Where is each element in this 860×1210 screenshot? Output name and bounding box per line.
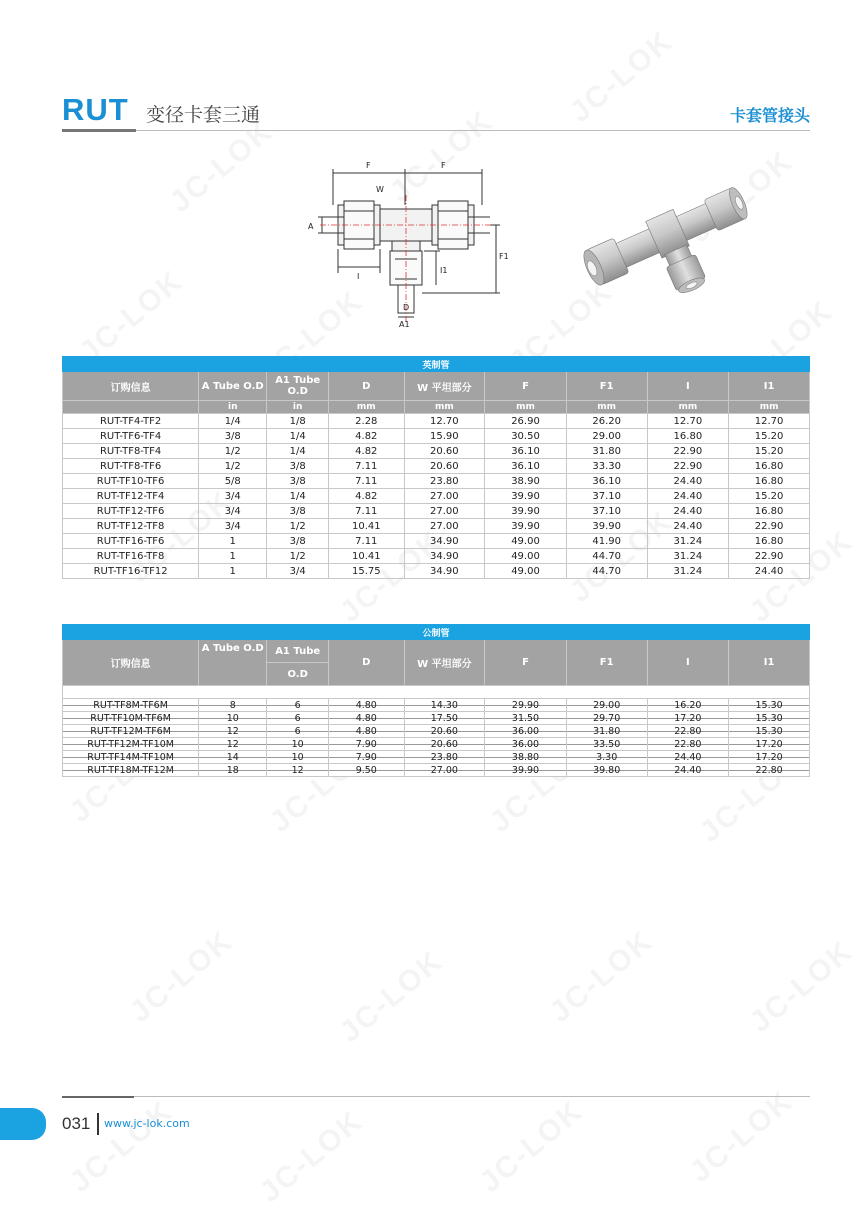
table-cell: 15.75: [329, 564, 404, 579]
table-cell: 7.90: [329, 738, 404, 751]
table-cell: 33.30: [566, 459, 647, 474]
table-cell: 3/4: [199, 519, 267, 534]
table-cell: 39.80: [566, 764, 647, 777]
column-header: D: [329, 372, 404, 401]
table-cell: 1/2: [199, 444, 267, 459]
table-cell: 23.80: [404, 474, 485, 489]
unit-cell: in: [199, 401, 267, 414]
table-cell: 1: [199, 549, 267, 564]
product-title: 变径卡套三通: [146, 104, 261, 126]
table-cell: 6: [267, 699, 329, 712]
watermark-text: [254, 1104, 371, 1210]
column-header: A Tube O.D: [199, 640, 267, 686]
table-cell: 49.00: [485, 534, 567, 549]
table-cell: 4.82: [329, 489, 404, 504]
table-cell: 36.00: [485, 738, 567, 751]
table-cell: 30.50: [485, 429, 567, 444]
table-cell: 1/2: [267, 519, 329, 534]
table-cell: 38.90: [485, 474, 567, 489]
table-cell: 26.90: [485, 414, 567, 429]
table-cell: 3/8: [267, 504, 329, 519]
table-cell: 8: [199, 699, 267, 712]
unit-cell: [63, 401, 199, 414]
page-number: 031: [62, 1114, 91, 1133]
table-cell: 24.40: [647, 764, 729, 777]
table-cell: 31.50: [485, 712, 567, 725]
table-cell: RUT-TF12M-TF6M: [63, 725, 199, 738]
table-cell: 1/2: [199, 459, 267, 474]
table-cell: RUT-TF16-TF6: [63, 534, 199, 549]
watermark-text: [684, 1084, 801, 1190]
table-cell: RUT-TF8-TF4: [63, 444, 199, 459]
column-header: 订购信息: [63, 372, 199, 401]
table-cell: 36.00: [485, 725, 567, 738]
table-cell: 37.10: [566, 489, 647, 504]
table-cell: RUT-TF12-TF8: [63, 519, 199, 534]
table-cell: 1: [199, 534, 267, 549]
table-cell: 24.40: [647, 489, 729, 504]
table-cell: 14.30: [404, 699, 485, 712]
table-cell: 31.24: [647, 549, 729, 564]
table-cell: 27.00: [404, 764, 485, 777]
table-cell: 15.20: [729, 489, 810, 504]
table-cell: 1: [199, 564, 267, 579]
watermark-text: [334, 944, 451, 1050]
table-cell: 20.60: [404, 444, 485, 459]
table-cell: 24.40: [647, 504, 729, 519]
unit-cell: mm: [404, 401, 485, 414]
table-cell: 10.41: [329, 549, 404, 564]
table-cell: 3/4: [199, 504, 267, 519]
footer-rule: [134, 1096, 810, 1097]
table-cell: 39.90: [485, 489, 567, 504]
table-cell: 34.90: [404, 549, 485, 564]
dim-label-d: D: [403, 303, 410, 312]
table-cell: 4.80: [329, 699, 404, 712]
table-row: [63, 489, 810, 504]
table-cell: 29.90: [485, 699, 567, 712]
table-cell: 17.50: [404, 712, 485, 725]
dim-label-a1: A1: [399, 320, 410, 329]
table-cell: RUT-TF12-TF4: [63, 489, 199, 504]
table-cell: 4.80: [329, 725, 404, 738]
column-header: 订购信息: [63, 640, 199, 686]
table-cell: 22.90: [729, 519, 810, 534]
unit-cell: mm: [566, 401, 647, 414]
column-header: I1: [729, 640, 810, 686]
product-code: RUT: [62, 92, 129, 127]
table-cell: 12: [199, 738, 267, 751]
table-cell: 6: [267, 725, 329, 738]
table-cell: 31.80: [566, 444, 647, 459]
watermark-text: [124, 924, 241, 1030]
table-cell: 10: [267, 751, 329, 764]
dim-label-f-left: F: [366, 161, 371, 170]
product-category: 卡套管接头: [729, 106, 810, 125]
table-row: [63, 725, 810, 738]
table-cell: 34.90: [404, 564, 485, 579]
column-header: A1 Tube: [267, 640, 329, 663]
table-cell: 37.10: [566, 504, 647, 519]
table-cell: 6: [267, 712, 329, 725]
watermark-text: [544, 924, 661, 1030]
table-row: [63, 699, 810, 712]
dim-label-i: I: [357, 272, 360, 281]
table-cell: 49.00: [485, 549, 567, 564]
table-cell: 12.70: [729, 414, 810, 429]
table-cell: 10: [267, 738, 329, 751]
watermark-text: [564, 24, 681, 130]
table-cell: 44.70: [566, 549, 647, 564]
watermark-text: [744, 934, 860, 1040]
table-row: [63, 534, 810, 549]
table-cell: 44.70: [566, 564, 647, 579]
table-row: [63, 414, 810, 429]
table-row: [63, 764, 810, 777]
blank-row: [63, 686, 810, 699]
table-row: [63, 738, 810, 751]
table-cell: 24.40: [647, 519, 729, 534]
website-link[interactable]: www.jc-lok.com: [104, 1117, 190, 1130]
table-cell: 1/4: [267, 444, 329, 459]
column-header: I1: [729, 372, 810, 401]
column-header: W 平坦部分: [404, 372, 485, 401]
unit-cell: mm: [729, 401, 810, 414]
table-row: [63, 429, 810, 444]
table-cell: 24.40: [647, 474, 729, 489]
table-cell: 9.50: [329, 764, 404, 777]
header-rule: [136, 130, 810, 131]
table-cell: 15.30: [729, 725, 810, 738]
table-cell: RUT-TF18M-TF12M: [63, 764, 199, 777]
table-cell: 14: [199, 751, 267, 764]
table-cell: 20.60: [404, 459, 485, 474]
technical-drawing: [300, 155, 515, 335]
table-row: [63, 474, 810, 489]
table-cell: 31.80: [566, 725, 647, 738]
footer-rule-accent: [62, 1096, 134, 1098]
table-cell: 16.80: [647, 429, 729, 444]
table-cell: 7.11: [329, 474, 404, 489]
table-row: [63, 459, 810, 474]
table-cell: 10: [199, 712, 267, 725]
column-header: A1 Tube O.D: [267, 372, 329, 401]
table-row: [63, 751, 810, 764]
column-header: F1: [566, 372, 647, 401]
table-cell: 15.20: [729, 429, 810, 444]
table-cell: RUT-TF16-TF8: [63, 549, 199, 564]
table-cell: 31.24: [647, 564, 729, 579]
column-header: F1: [566, 640, 647, 686]
table-cell: 17.20: [729, 751, 810, 764]
table-cell: 12.70: [404, 414, 485, 429]
watermark-text: [74, 264, 191, 370]
table-cell: 41.90: [566, 534, 647, 549]
table-cell: 1/4: [199, 414, 267, 429]
table-cell: 4.80: [329, 712, 404, 725]
table-cell: RUT-TF12M-TF10M: [63, 738, 199, 751]
table-cell: RUT-TF8M-TF6M: [63, 699, 199, 712]
table-cell: 22.90: [647, 459, 729, 474]
table-caption: 英制管: [63, 357, 810, 372]
table-cell: 15.30: [729, 699, 810, 712]
table-cell: 17.20: [647, 712, 729, 725]
table-row: [63, 444, 810, 459]
table-cell: 3/8: [267, 459, 329, 474]
table-cell: 16.20: [647, 699, 729, 712]
table-row: [63, 504, 810, 519]
table-cell: 26.20: [566, 414, 647, 429]
table-cell: 22.80: [647, 725, 729, 738]
table-cell: 33.50: [566, 738, 647, 751]
column-header: F: [485, 640, 567, 686]
table-cell: 1/4: [267, 429, 329, 444]
table-cell: 15.20: [729, 444, 810, 459]
column-header: W 平坦部分: [404, 640, 485, 686]
table-cell: 18: [199, 764, 267, 777]
column-header: I: [647, 372, 729, 401]
column-header: I: [647, 640, 729, 686]
table-cell: 36.10: [566, 474, 647, 489]
table-cell: 4.82: [329, 429, 404, 444]
table-cell: 20.60: [404, 738, 485, 751]
footer-separator: [97, 1113, 99, 1135]
table-cell: 7.11: [329, 459, 404, 474]
table-cell: 20.60: [404, 725, 485, 738]
table-cell: 16.80: [729, 534, 810, 549]
table-cell: RUT-TF16-TF12: [63, 564, 199, 579]
table-cell: 1/4: [267, 489, 329, 504]
table-cell: RUT-TF8-TF6: [63, 459, 199, 474]
table-cell: 15.90: [404, 429, 485, 444]
unit-cell: mm: [329, 401, 404, 414]
table-cell: 16.80: [729, 504, 810, 519]
table-cell: RUT-TF6-TF4: [63, 429, 199, 444]
table-cell: 27.00: [404, 504, 485, 519]
table-cell: 3.30: [566, 751, 647, 764]
table-cell: 17.20: [729, 738, 810, 751]
table-cell: 1/8: [267, 414, 329, 429]
column-header: O.D: [267, 663, 329, 686]
column-header: A Tube O.D: [199, 372, 267, 401]
imperial-spec-table: [62, 356, 810, 579]
table-cell: 3/8: [267, 534, 329, 549]
table-cell: 29.00: [566, 699, 647, 712]
table-cell: 7.11: [329, 534, 404, 549]
dim-label-i1: I1: [440, 266, 448, 275]
table-cell: 3/4: [199, 489, 267, 504]
table-row: [63, 549, 810, 564]
table-cell: 22.80: [647, 738, 729, 751]
table-row: [63, 564, 810, 579]
table-cell: 12.70: [647, 414, 729, 429]
unit-cell: in: [267, 401, 329, 414]
dim-label-w: W: [376, 185, 384, 194]
table-cell: 1/2: [267, 549, 329, 564]
dim-label-f-right: F: [441, 161, 446, 170]
table-cell: 12: [267, 764, 329, 777]
table-row: [63, 712, 810, 725]
table-row: [63, 519, 810, 534]
table-cell: 7.90: [329, 751, 404, 764]
table-cell: RUT-TF10-TF6: [63, 474, 199, 489]
table-cell: 15.30: [729, 712, 810, 725]
header-rule-accent: [62, 129, 136, 132]
table-cell: 31.24: [647, 534, 729, 549]
table-cell: 29.70: [566, 712, 647, 725]
watermark-text: [474, 1094, 591, 1200]
table-cell: 27.00: [404, 519, 485, 534]
table-cell: RUT-TF12-TF6: [63, 504, 199, 519]
table-cell: 39.90: [485, 504, 567, 519]
table-caption: 公制管: [63, 625, 810, 640]
product-image: [575, 170, 760, 300]
table-cell: 49.00: [485, 564, 567, 579]
table-cell: 3/8: [267, 474, 329, 489]
table-cell: 22.90: [729, 549, 810, 564]
table-cell: RUT-TF10M-TF6M: [63, 712, 199, 725]
table-cell: RUT-TF14M-TF10M: [63, 751, 199, 764]
table-cell: 3/8: [199, 429, 267, 444]
table-cell: 7.11: [329, 504, 404, 519]
table-cell: 16.80: [729, 474, 810, 489]
table-cell: 39.90: [566, 519, 647, 534]
table-cell: 39.90: [485, 519, 567, 534]
table-cell: 12: [199, 725, 267, 738]
table-cell: 24.40: [647, 751, 729, 764]
unit-cell: mm: [647, 401, 729, 414]
table-cell: 3/4: [267, 564, 329, 579]
column-header: F: [485, 372, 567, 401]
table-cell: RUT-TF4-TF2: [63, 414, 199, 429]
page-tab: [0, 1108, 46, 1140]
table-cell: 23.80: [404, 751, 485, 764]
table-cell: 22.90: [647, 444, 729, 459]
table-cell: 5/8: [199, 474, 267, 489]
dim-label-a: A: [308, 222, 314, 231]
table-cell: 27.00: [404, 489, 485, 504]
dim-label-f1: F1: [499, 252, 509, 261]
table-cell: 34.90: [404, 534, 485, 549]
table-cell: 36.10: [485, 444, 567, 459]
metric-spec-table: [62, 624, 810, 777]
unit-cell: mm: [485, 401, 567, 414]
table-cell: 16.80: [729, 459, 810, 474]
table-cell: 29.00: [566, 429, 647, 444]
table-cell: 22.80: [729, 764, 810, 777]
table-cell: 36.10: [485, 459, 567, 474]
table-cell: 4.82: [329, 444, 404, 459]
table-cell: 39.90: [485, 764, 567, 777]
table-cell: 24.40: [729, 564, 810, 579]
table-cell: 10.41: [329, 519, 404, 534]
table-cell: 38.80: [485, 751, 567, 764]
table-cell: 2.28: [329, 414, 404, 429]
watermark-text: [64, 1094, 181, 1200]
column-header: D: [329, 640, 404, 686]
